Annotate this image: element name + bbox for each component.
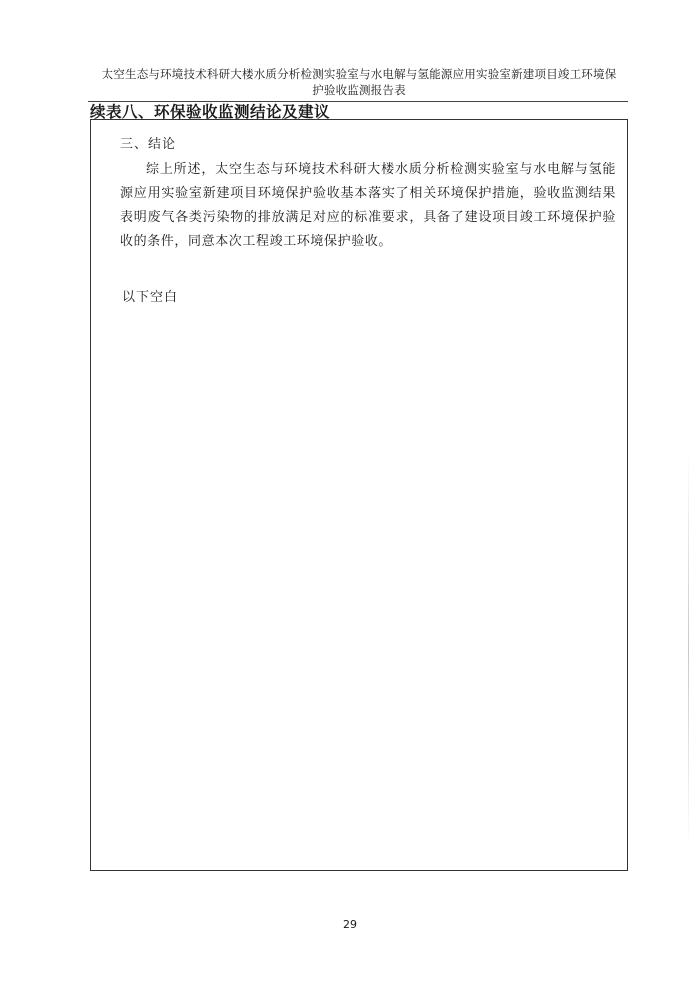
blank-below-note: 以下空白 bbox=[122, 290, 179, 305]
running-header-line-1: 太空生态与环境技术科研大楼水质分析检测实验室与水电解与氢能源应用实验室新建项目竣工环境保 bbox=[101, 67, 617, 81]
scan-edge-shadow bbox=[688, 450, 689, 850]
page-number: 29 bbox=[343, 918, 357, 931]
running-header-line-2: 护验收监测报告表 bbox=[312, 83, 406, 97]
section-title: 续表八、环保验收监测结论及建议 bbox=[90, 103, 331, 121]
running-header bbox=[92, 66, 626, 98]
conclusion-heading: 三、结论 bbox=[120, 137, 177, 152]
conclusion-paragraph: 综上所述，太空生态与环境技术科研大楼水质分析检测实验室与水电解与氢能源应用实验室新建项目环境保护验收基本落实了相关环境保护措施，验收监测结果表明废气各类污染物的排放满足对应的标准要求，具备了建设项目竣工环境保护验收的条件，同意本次工程竣工环境保护验收。 bbox=[120, 162, 616, 249]
